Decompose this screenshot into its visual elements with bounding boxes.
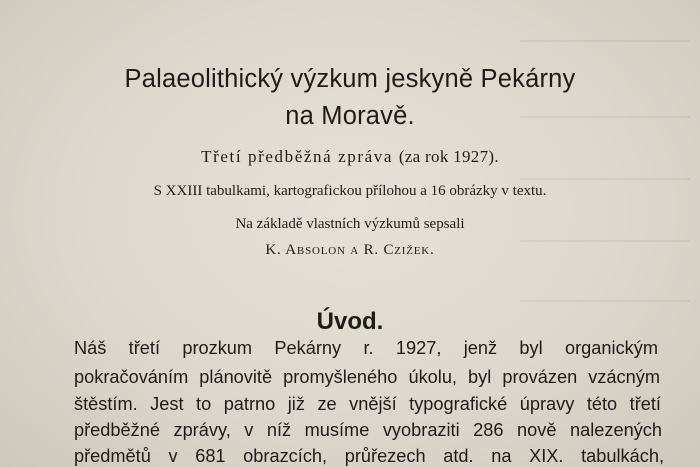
authors-line: K. Absolon a R. Czižek. — [265, 242, 435, 258]
body-text-line: Náš třetí prozkum Pekárny r. 1927, jenž byl organickým — [74, 338, 658, 358]
tables-note: S XXIII tabulkami, kartografickou přílohou a 16 obrázky v textu. — [153, 183, 547, 199]
article-title-line-1: Palaeolithický výzkum jeskyně Pekárny — [124, 65, 576, 93]
body-text-line: pokračováním plánovitě promyšleného úkolu, byl provázen vzácným — [74, 367, 660, 387]
subtitle-main: Třetí předběžná zpráva — [201, 147, 393, 166]
basis-note: Na základě vlastních výzkumů sepsali — [235, 216, 465, 232]
body-text-line: předmětů v 681 obrazcích, průřezech atd. na XIX. tabulkách, — [74, 446, 664, 466]
bleed-through-line — [520, 178, 690, 180]
bleed-through-line — [520, 40, 690, 42]
article-subtitle — [0, 147, 700, 167]
subtitle-year: (za rok 1927). — [398, 147, 499, 166]
article-title-line-2: na Moravě. — [285, 102, 415, 130]
bleed-through-line — [520, 300, 690, 302]
body-text-line: štěstím. Jest to patrno již ze vnější typografické úpravy této třetí — [74, 394, 661, 414]
body-text-line: předběžné zprávy, v níž musíme vyobraziti 286 nově nalezených — [74, 420, 662, 440]
section-heading: Úvod. — [316, 307, 384, 335]
